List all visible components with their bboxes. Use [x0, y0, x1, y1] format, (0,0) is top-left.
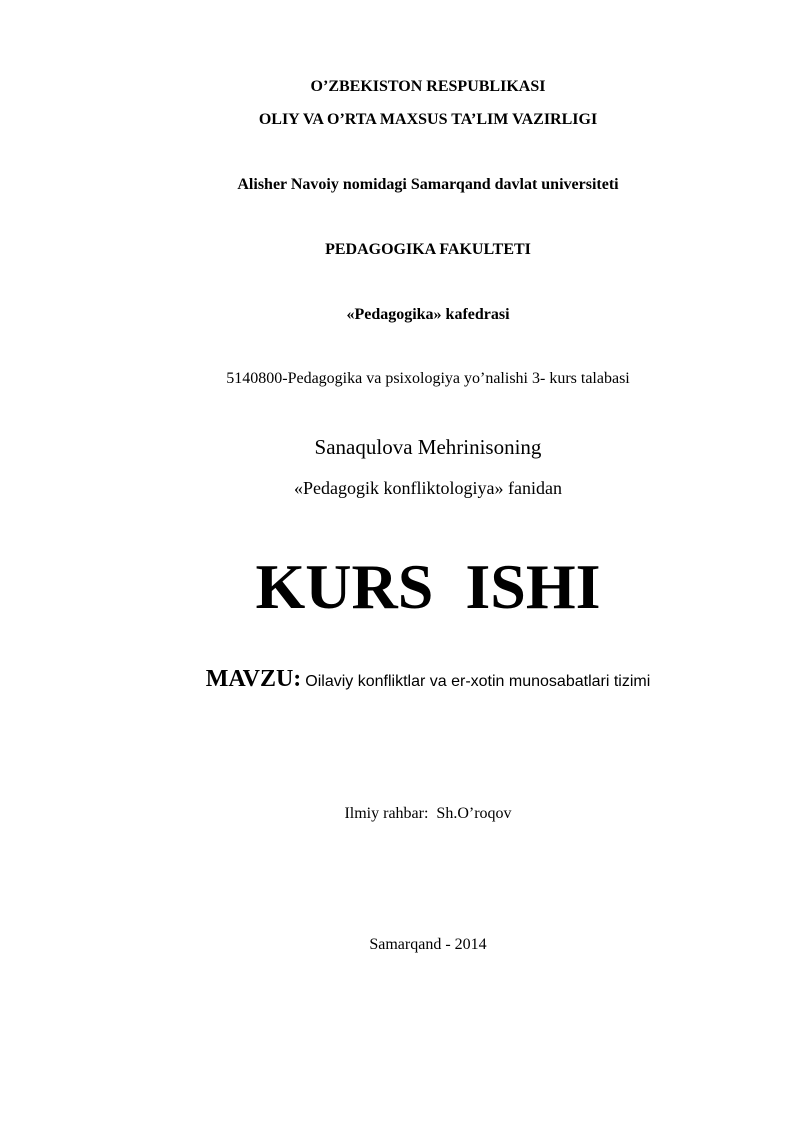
student-program-line: 5140800-Pedagogika va psixologiya yo’nalishi 3- kurs talabasi — [226, 370, 630, 387]
ministry-heading: OLIY VA O’RTA MAXSUS TA’LIM VAZIRLIGI — [258, 111, 598, 128]
department-name: «Pedagogika» kafedrasi — [346, 306, 510, 323]
university-name: Alisher Navoiy nomidagi Samarqand davlat universiteti — [237, 176, 619, 193]
student-name: Sanaqulova Mehrinisoning — [314, 435, 542, 459]
place-year: Samarqand - 2014 — [369, 936, 487, 953]
subject-line: «Pedagogik konfliktologiya» fanidan — [294, 478, 562, 498]
topic-text: Oilaviy konfliktlar va er-xotin munosabatlari tizimi — [305, 673, 651, 690]
document-type-title: KURS ISHI — [255, 551, 601, 622]
supervisor-line: Ilmiy rahbar: Sh.O’roqov — [344, 805, 512, 822]
topic-line — [0, 667, 800, 691]
faculty-name: PEDAGOGIKA FAKULTETI — [325, 241, 531, 258]
topic-label: MAVZU: — [205, 666, 302, 692]
republic-heading: O’ZBEKISTON RESPUBLIKASI — [310, 78, 546, 95]
